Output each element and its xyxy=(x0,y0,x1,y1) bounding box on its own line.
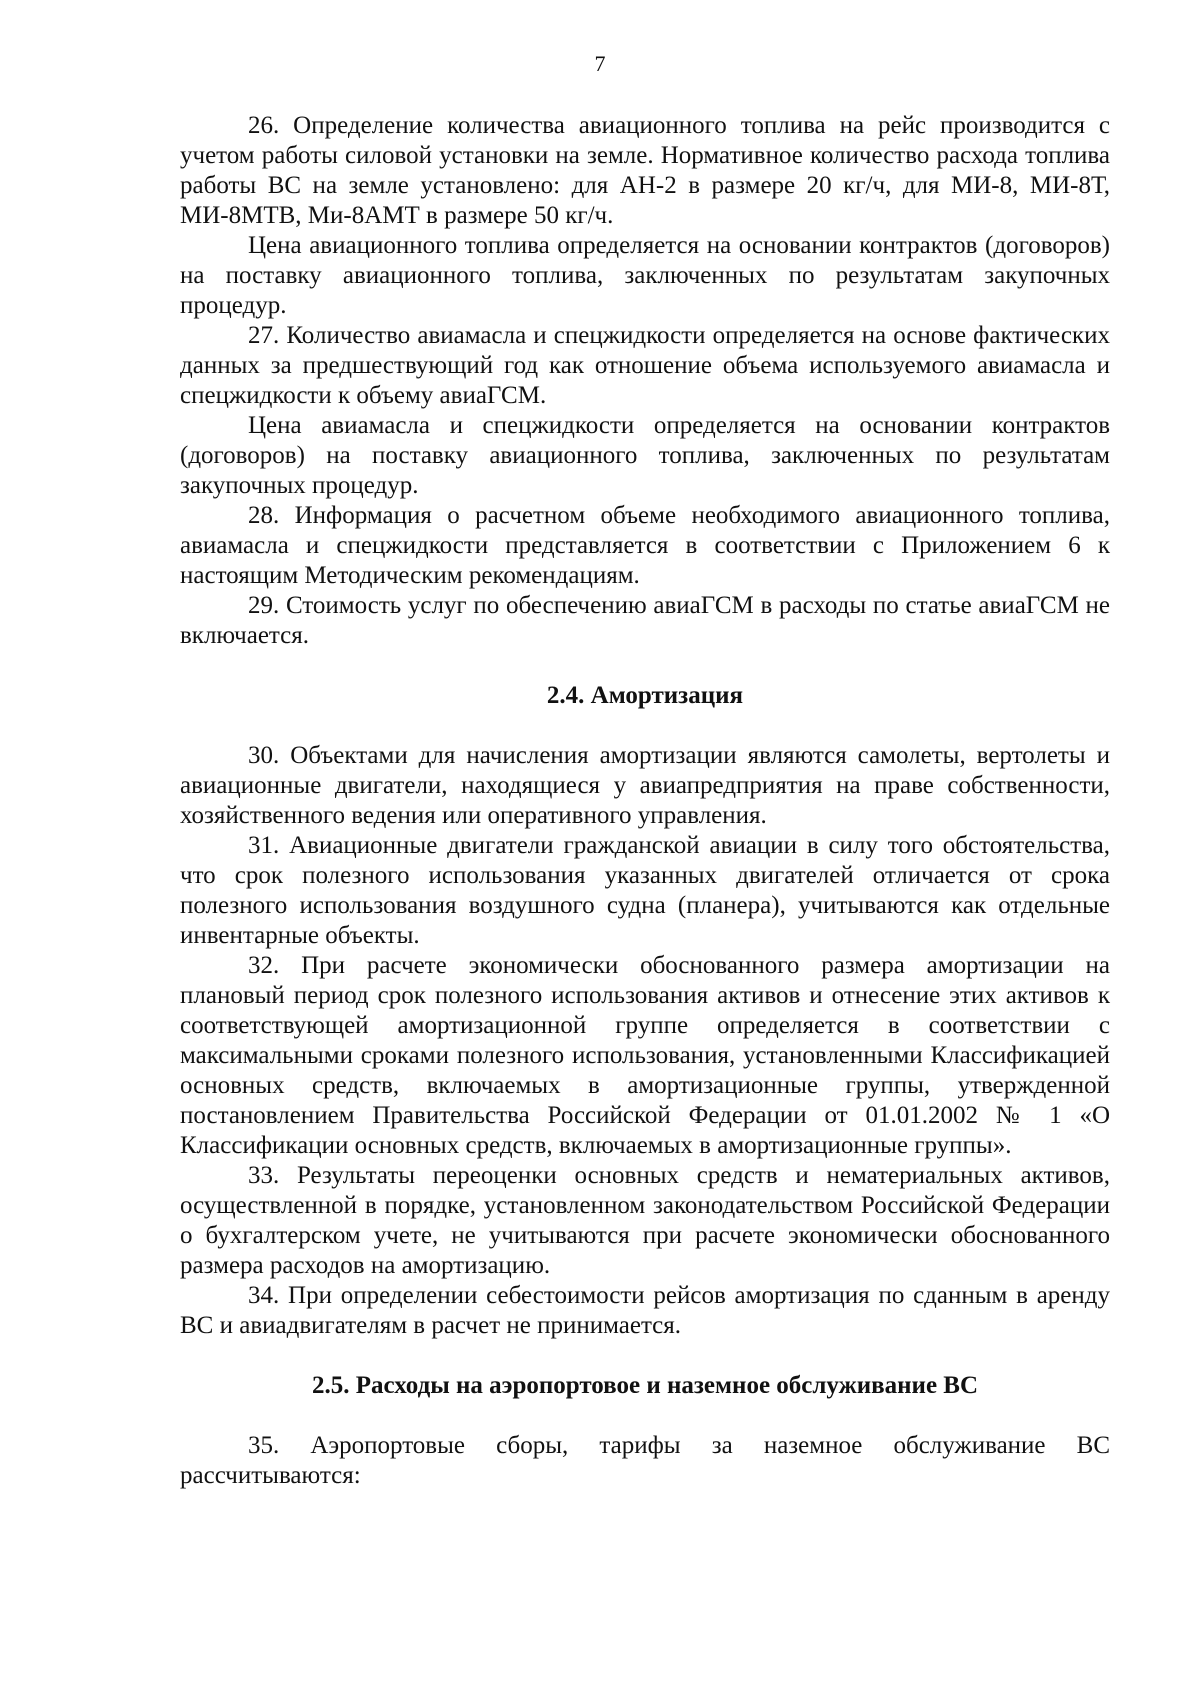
paragraph-30: 30. Объектами для начисления амортизации являются самолеты, вертолеты и авиационные двигатели, находящиеся у авиапредприятия на праве собственности, хозяйственного ведения или оперативного управления. xyxy=(180,742,1110,829)
paragraph-32: 32. При расчете экономически обоснованного размера амортизации на плановый период срок полезного использования активов и отнесение этих активов к соответствующей амортизационной группе определяется в соответствии с максимальными сроками полезного использования, установленными Классификацией основных средств, включаемых в амортизационные группы, утвержденной постановлением Правительства Российской Федерации от 01.01.2002 № 1 «О Классификации основных средств, включаемых в амортизационные группы». xyxy=(180,952,1110,1159)
section-heading-2-4: 2.4. Амортизация xyxy=(546,682,744,709)
paragraph-27: 27. Количество авиамасла и спецжидкости определяется на основе фактических данных за предшествующий год как отношение объема используемого авиамасла и спецжидкости к объему авиаГСМ. xyxy=(180,322,1110,409)
spacer xyxy=(180,711,1110,741)
paragraph-oil-price: Цена авиамасла и спецжидкости определяется на основании контрактов (договоров) на поставку авиационного топлива, заключенных по результатам закупочных процедур. xyxy=(180,412,1110,499)
spacer xyxy=(180,1401,1110,1431)
paragraph-31: 31. Авиационные двигатели гражданской авиации в силу того обстоятельства, что срок полезного использования указанных двигателей отличается от срока полезного использования воздушного судна (планера), учитываются как отдельные инвентарные объекты. xyxy=(180,832,1110,949)
paragraph-33: 33. Результаты переоценки основных средств и нематериальных активов, осуществленной в порядке, установленном законодательством Российской Федерации о бухгалтерском учете, не учитываются при расчете экономически обоснованного размера расходов на амортизацию. xyxy=(180,1162,1110,1279)
spacer xyxy=(180,1341,1110,1371)
spacer xyxy=(180,651,1110,681)
section-heading-2-5: 2.5. Расходы на аэропортовое и наземное обслуживание ВС xyxy=(311,1372,979,1399)
paragraph-fuel-price: Цена авиационного топлива определяется на основании контрактов (договоров) на поставку авиационного топлива, заключенных по результатам закупочных процедур. xyxy=(180,232,1110,319)
document-body xyxy=(180,111,1110,1491)
page-number: 7 xyxy=(594,51,606,76)
paragraph-28: 28. Информация о расчетном объеме необходимого авиационного топлива, авиамасла и спецжидкости представляется в соответствии с Приложением 6 к настоящим Методическим рекомендациям. xyxy=(180,502,1110,589)
paragraph-34: 34. При определении себестоимости рейсов амортизация по сданным в аренду ВС и авиадвигателям в расчет не принимается. xyxy=(180,1282,1110,1339)
paragraph-26: 26. Определение количества авиационного топлива на рейс производится с учетом работы силовой установки на земле. Нормативное количество расхода топлива работы ВС на земле установлено: для АН-2 в размере 20 кг/ч, для МИ-8, МИ-8Т, МИ-8МТВ, Ми-8АМТ в размере 50 кг/ч. xyxy=(180,112,1110,229)
paragraph-29: 29. Стоимость услуг по обеспечению авиаГСМ в расходы по статье авиаГСМ не включается. xyxy=(180,592,1110,649)
paragraph-35: 35. Аэропортовые сборы, тарифы за наземное обслуживание ВС рассчитываются: xyxy=(180,1432,1110,1489)
